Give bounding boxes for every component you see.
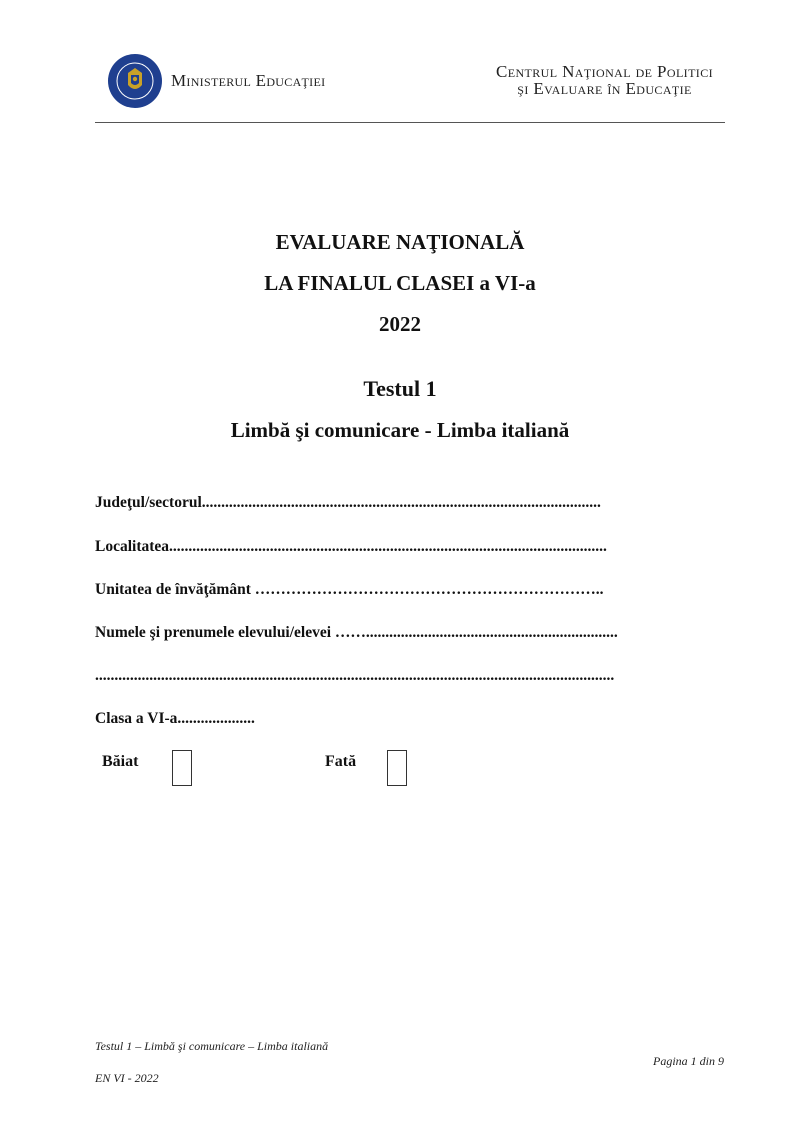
romanian-government-seal-icon: [107, 53, 163, 109]
footer-page-number: Pagina 1 din 9: [653, 1054, 724, 1068]
cnpee-name: [496, 63, 713, 97]
locality-field[interactable]: Localitatea.................................................................................................................: [95, 538, 607, 555]
girl-checkbox[interactable]: [387, 750, 407, 786]
student-name-continuation[interactable]: ......................................................................................................................................: [95, 667, 615, 684]
boy-label: Băiat: [102, 753, 139, 770]
school-field[interactable]: Unitatea de învăţământ …………………………………………………………..: [95, 581, 604, 598]
title-line-1: EVALUARE NAŢIONALĂ: [275, 230, 525, 254]
boy-checkbox[interactable]: [172, 750, 192, 786]
footer-exam-code: EN VI - 2022: [95, 1071, 159, 1085]
girl-label: Fată: [325, 753, 357, 770]
student-name-field[interactable]: Numele şi prenumele elevului/elevei …….................................................................: [95, 624, 618, 641]
cnpee-line-2: şi Evaluare în Educaţie: [517, 79, 692, 98]
cnpee-line-1: Centrul Naţional de Politici: [496, 62, 713, 81]
ministry-name: Ministerul Educaţiei: [171, 71, 326, 90]
footer-test-line: Testul 1 – Limbă şi comunicare – Limba italiană: [95, 1039, 329, 1053]
test-name: Testul 1: [363, 376, 437, 401]
title-line-2: LA FINALUL CLASEI a VI-a: [264, 271, 536, 295]
page-header: [95, 50, 725, 123]
exam-title: [0, 222, 800, 345]
title-year: 2022: [379, 312, 421, 336]
test-subject: Limbă şi comunicare - Limba italiană: [230, 418, 570, 442]
class-field[interactable]: Clasa a VI-a....................: [95, 710, 255, 727]
county-field[interactable]: Judeţul/sectorul.......................................................................................................: [95, 494, 601, 511]
